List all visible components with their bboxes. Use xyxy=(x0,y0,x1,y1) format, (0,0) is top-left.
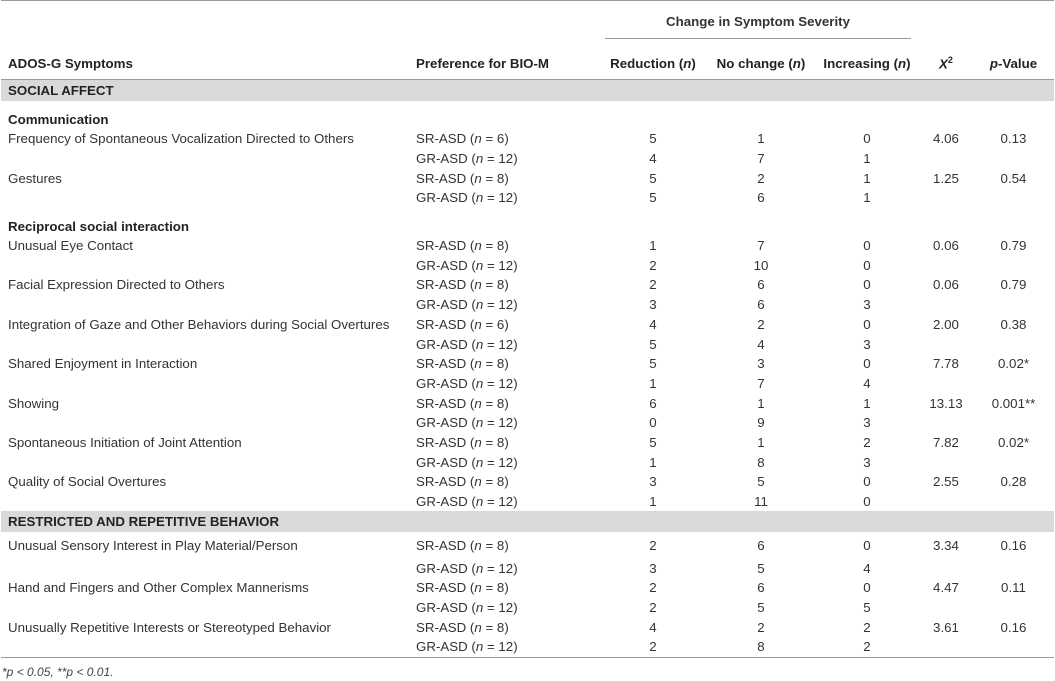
reduction-value: 4 xyxy=(649,316,657,332)
empty-cell xyxy=(973,637,1054,657)
chi2-value: 2.55 xyxy=(933,474,959,490)
chi2-value: 7.82 xyxy=(933,434,959,450)
group-label: SR-ASD (n = 8) xyxy=(416,474,509,490)
empty-cell xyxy=(973,295,1054,315)
table-row xyxy=(1,578,1054,598)
no-change-value: 5 xyxy=(757,600,765,616)
p-value: 0.001** xyxy=(991,395,1036,411)
no-change-value: 1 xyxy=(757,434,765,450)
no-change-value: 7 xyxy=(757,151,765,167)
empty-cell xyxy=(1,598,416,618)
symptom-name: Showing xyxy=(8,395,60,411)
empty-cell xyxy=(919,188,973,208)
bottom-rule xyxy=(1,657,1054,658)
empty-cell xyxy=(973,255,1054,275)
empty-cell xyxy=(1,149,416,169)
symptom-name: Integration of Gaze and Other Behaviors during Social Overtures xyxy=(8,316,390,332)
reduction-value: 1 xyxy=(649,494,657,510)
p-value: 0.79 xyxy=(1000,238,1027,254)
increasing-value: 0 xyxy=(863,238,871,254)
empty-cell xyxy=(1,452,416,472)
empty-cell xyxy=(919,295,973,315)
increasing-value: 1 xyxy=(863,395,871,411)
group-label: GR-ASD (n = 12) xyxy=(416,494,518,510)
reduction-value: 2 xyxy=(649,600,657,616)
chi2-value: 0.06 xyxy=(933,238,959,254)
group-label: GR-ASD (n = 12) xyxy=(416,336,518,352)
reduction-value: 3 xyxy=(649,474,657,490)
group-label: SR-ASD (n = 6) xyxy=(416,131,509,147)
increasing-value: 3 xyxy=(863,454,871,470)
chi2-value: 3.34 xyxy=(933,537,959,553)
chi2-value: 4.47 xyxy=(933,580,959,596)
symptom-name: Unusually Repetitive Interests or Stereotyped Behavior xyxy=(8,619,331,635)
no-change-value: 8 xyxy=(757,454,765,470)
section-header xyxy=(1,80,1054,102)
chi2-value: 2.00 xyxy=(933,316,959,332)
empty-cell xyxy=(973,188,1054,208)
chi2-value: 4.06 xyxy=(933,131,959,147)
no-change-value: 6 xyxy=(757,580,765,596)
no-change-value: 6 xyxy=(757,277,765,293)
table-row xyxy=(1,558,1054,578)
p-value: 0.28 xyxy=(1000,474,1027,490)
empty-cell xyxy=(1,558,416,578)
table-row xyxy=(1,236,1054,256)
subsection-header xyxy=(1,101,1054,129)
empty-cell xyxy=(973,149,1054,169)
empty-cell xyxy=(1,637,416,657)
group-label: GR-ASD (n = 12) xyxy=(416,375,518,391)
symptom-name: Hand and Fingers and Other Complex Mannerisms xyxy=(8,580,309,596)
p-value: 0.79 xyxy=(1000,277,1027,293)
increasing-value: 3 xyxy=(863,336,871,352)
group-label: SR-ASD (n = 8) xyxy=(416,537,509,553)
group-label: SR-ASD (n = 6) xyxy=(416,316,509,332)
table-row xyxy=(1,354,1054,374)
group-label: SR-ASD (n = 8) xyxy=(416,434,509,450)
group-label: SR-ASD (n = 8) xyxy=(416,238,509,254)
reduction-value: 2 xyxy=(649,639,657,655)
section-header xyxy=(1,511,1054,532)
no-change-value: 3 xyxy=(757,356,765,372)
group-label: GR-ASD (n = 12) xyxy=(416,190,518,206)
group-label: GR-ASD (n = 12) xyxy=(416,639,518,655)
table-row xyxy=(1,617,1054,637)
table-row xyxy=(1,168,1054,188)
empty-cell xyxy=(973,334,1054,354)
reduction-value: 0 xyxy=(649,415,657,431)
symptom-name: Quality of Social Overtures xyxy=(8,474,167,490)
empty-cell xyxy=(919,598,973,618)
no-change-value: 6 xyxy=(757,190,765,206)
no-change-value: 2 xyxy=(757,170,765,186)
section-title: RESTRICTED AND REPETITIVE BEHAVIOR xyxy=(1,511,1054,532)
no-change-value: 5 xyxy=(757,474,765,490)
increasing-value: 0 xyxy=(863,474,871,490)
chi2-value: 3.61 xyxy=(933,619,959,635)
group-header-change: Change in Symptom Severity xyxy=(605,14,911,39)
reduction-value: 1 xyxy=(649,454,657,470)
header-preference: Preference for BIO-M xyxy=(416,47,599,80)
empty-cell xyxy=(919,637,973,657)
chi2-value: 7.78 xyxy=(933,356,959,372)
group-label: SR-ASD (n = 8) xyxy=(416,619,509,635)
table-row xyxy=(1,255,1054,275)
symptom-name: Spontaneous Initiation of Joint Attention xyxy=(8,434,242,450)
group-label: GR-ASD (n = 12) xyxy=(416,151,518,167)
p-value: 0.11 xyxy=(1001,580,1026,596)
reduction-value: 5 xyxy=(649,434,657,450)
no-change-value: 9 xyxy=(757,415,765,431)
increasing-value: 5 xyxy=(863,600,871,616)
p-value: 0.02* xyxy=(997,434,1030,450)
p-value: 0.16 xyxy=(1000,619,1027,635)
group-label: GR-ASD (n = 12) xyxy=(416,600,518,616)
table-row xyxy=(1,129,1054,149)
table-row xyxy=(1,315,1054,335)
subsection-title: Reciprocal social interaction xyxy=(8,218,190,234)
symptom-name: Shared Enjoyment in Interaction xyxy=(8,356,198,372)
reduction-value: 3 xyxy=(649,560,657,576)
empty-cell xyxy=(973,558,1054,578)
reduction-value: 5 xyxy=(649,190,657,206)
reduction-value: 5 xyxy=(649,336,657,352)
symptom-name: Facial Expression Directed to Others xyxy=(8,277,225,293)
table-body xyxy=(1,80,1054,658)
no-change-value: 1 xyxy=(757,395,765,411)
table-row xyxy=(1,149,1054,169)
increasing-value: 0 xyxy=(863,356,871,372)
reduction-value: 2 xyxy=(649,537,657,553)
symptom-name: Unusual Eye Contact xyxy=(8,238,133,254)
p-value: 0.02* xyxy=(997,356,1030,372)
no-change-value: 2 xyxy=(757,619,765,635)
increasing-value: 1 xyxy=(863,170,871,186)
reduction-value: 2 xyxy=(649,580,657,596)
header-reduction: Reduction (n) xyxy=(599,47,707,80)
no-change-value: 5 xyxy=(757,560,765,576)
table-row xyxy=(1,452,1054,472)
empty-cell xyxy=(919,374,973,394)
empty-cell xyxy=(1,255,416,275)
empty-cell xyxy=(973,492,1054,512)
empty-cell xyxy=(1,188,416,208)
no-change-value: 6 xyxy=(757,297,765,313)
no-change-value: 4 xyxy=(757,336,765,352)
no-change-value: 2 xyxy=(757,316,765,332)
table-row xyxy=(1,598,1054,618)
increasing-value: 2 xyxy=(863,619,871,635)
table-row xyxy=(1,374,1054,394)
header-increasing: Increasing (n) xyxy=(815,47,919,80)
increasing-value: 0 xyxy=(863,537,871,553)
no-change-value: 10 xyxy=(753,257,769,273)
empty-cell xyxy=(919,452,973,472)
empty-cell xyxy=(1,334,416,354)
empty-cell xyxy=(1,413,416,433)
table-row xyxy=(1,393,1054,413)
increasing-value: 0 xyxy=(863,494,871,510)
reduction-value: 1 xyxy=(649,375,657,391)
chi2-value: 13.13 xyxy=(929,395,963,411)
no-change-value: 7 xyxy=(757,375,765,391)
header-pvalue: p-Value xyxy=(973,47,1054,80)
reduction-value: 6 xyxy=(649,395,657,411)
empty-cell xyxy=(973,413,1054,433)
group-label: SR-ASD (n = 8) xyxy=(416,356,509,372)
increasing-value: 0 xyxy=(863,580,871,596)
reduction-value: 2 xyxy=(649,257,657,273)
header-symptoms: ADOS-G Symptoms xyxy=(1,47,416,80)
empty-cell xyxy=(1,295,416,315)
group-label: GR-ASD (n = 12) xyxy=(416,297,518,313)
reduction-value: 5 xyxy=(649,170,657,186)
footnote: *p < 0.05, **p < 0.01. xyxy=(2,665,114,679)
p-value: 0.16 xyxy=(1000,537,1027,553)
increasing-value: 0 xyxy=(863,316,871,332)
empty-cell xyxy=(973,452,1054,472)
subsection-title: Communication xyxy=(8,112,109,127)
group-label: GR-ASD (n = 12) xyxy=(416,257,518,273)
group-label: GR-ASD (n = 12) xyxy=(416,560,518,576)
increasing-value: 3 xyxy=(863,297,871,313)
increasing-value: 0 xyxy=(863,257,871,273)
group-label: SR-ASD (n = 8) xyxy=(416,580,509,596)
symptom-name: Gestures xyxy=(8,170,62,186)
empty-cell xyxy=(919,334,973,354)
table-row xyxy=(1,433,1054,453)
group-label: SR-ASD (n = 8) xyxy=(416,395,509,411)
table-row xyxy=(1,295,1054,315)
table-row xyxy=(1,275,1054,295)
increasing-value: 2 xyxy=(863,434,871,450)
reduction-value: 5 xyxy=(649,356,657,372)
subsection-header xyxy=(1,208,1054,236)
empty-cell xyxy=(919,413,973,433)
increasing-value: 4 xyxy=(863,375,871,391)
results-table xyxy=(1,0,1054,658)
p-value: 0.13 xyxy=(1000,131,1027,147)
p-value: 0.54 xyxy=(1000,170,1027,186)
empty-cell xyxy=(1,374,416,394)
table-row xyxy=(1,472,1054,492)
no-change-value: 11 xyxy=(754,494,768,510)
group-label: GR-ASD (n = 12) xyxy=(416,415,518,431)
reduction-value: 3 xyxy=(649,297,657,313)
empty-cell xyxy=(919,149,973,169)
table-row xyxy=(1,334,1054,354)
reduction-value: 4 xyxy=(649,619,657,635)
empty-cell xyxy=(919,255,973,275)
increasing-value: 1 xyxy=(863,190,871,206)
table-row xyxy=(1,492,1054,512)
p-value: 0.38 xyxy=(1000,316,1027,332)
header-chi2: $X^2$ xyxy=(919,47,973,80)
group-label: SR-ASD (n = 8) xyxy=(416,170,509,186)
group-label: GR-ASD (n = 12) xyxy=(416,454,518,470)
group-label: SR-ASD (n = 8) xyxy=(416,277,509,293)
empty-cell xyxy=(919,558,973,578)
table-row xyxy=(1,413,1054,433)
increasing-value: 0 xyxy=(863,277,871,293)
no-change-value: 8 xyxy=(757,639,765,655)
increasing-value: 4 xyxy=(863,560,871,576)
increasing-value: 2 xyxy=(863,639,871,655)
reduction-value: 2 xyxy=(649,277,657,293)
header-no-change: No change (n) xyxy=(707,47,815,80)
increasing-value: 0 xyxy=(863,131,871,147)
no-change-value: 6 xyxy=(757,537,765,553)
empty-cell xyxy=(919,492,973,512)
increasing-value: 3 xyxy=(863,415,871,431)
symptom-name: Unusual Sensory Interest in Play Material/Person xyxy=(8,537,298,553)
reduction-value: 5 xyxy=(649,131,657,147)
no-change-value: 7 xyxy=(757,238,765,254)
symptom-name: Frequency of Spontaneous Vocalization Directed to Others xyxy=(8,131,354,147)
table-row xyxy=(1,532,1054,558)
table-row xyxy=(1,637,1054,657)
no-change-value: 1 xyxy=(757,131,765,147)
reduction-value: 4 xyxy=(649,151,657,167)
chi2-value: 0.06 xyxy=(933,277,959,293)
empty-cell xyxy=(973,598,1054,618)
empty-cell xyxy=(973,374,1054,394)
reduction-value: 1 xyxy=(649,238,657,254)
table-row xyxy=(1,188,1054,208)
increasing-value: 1 xyxy=(863,151,871,167)
chi2-value: 1.25 xyxy=(933,170,959,186)
empty-cell xyxy=(1,492,416,512)
section-title: SOCIAL AFFECT xyxy=(1,80,1054,102)
